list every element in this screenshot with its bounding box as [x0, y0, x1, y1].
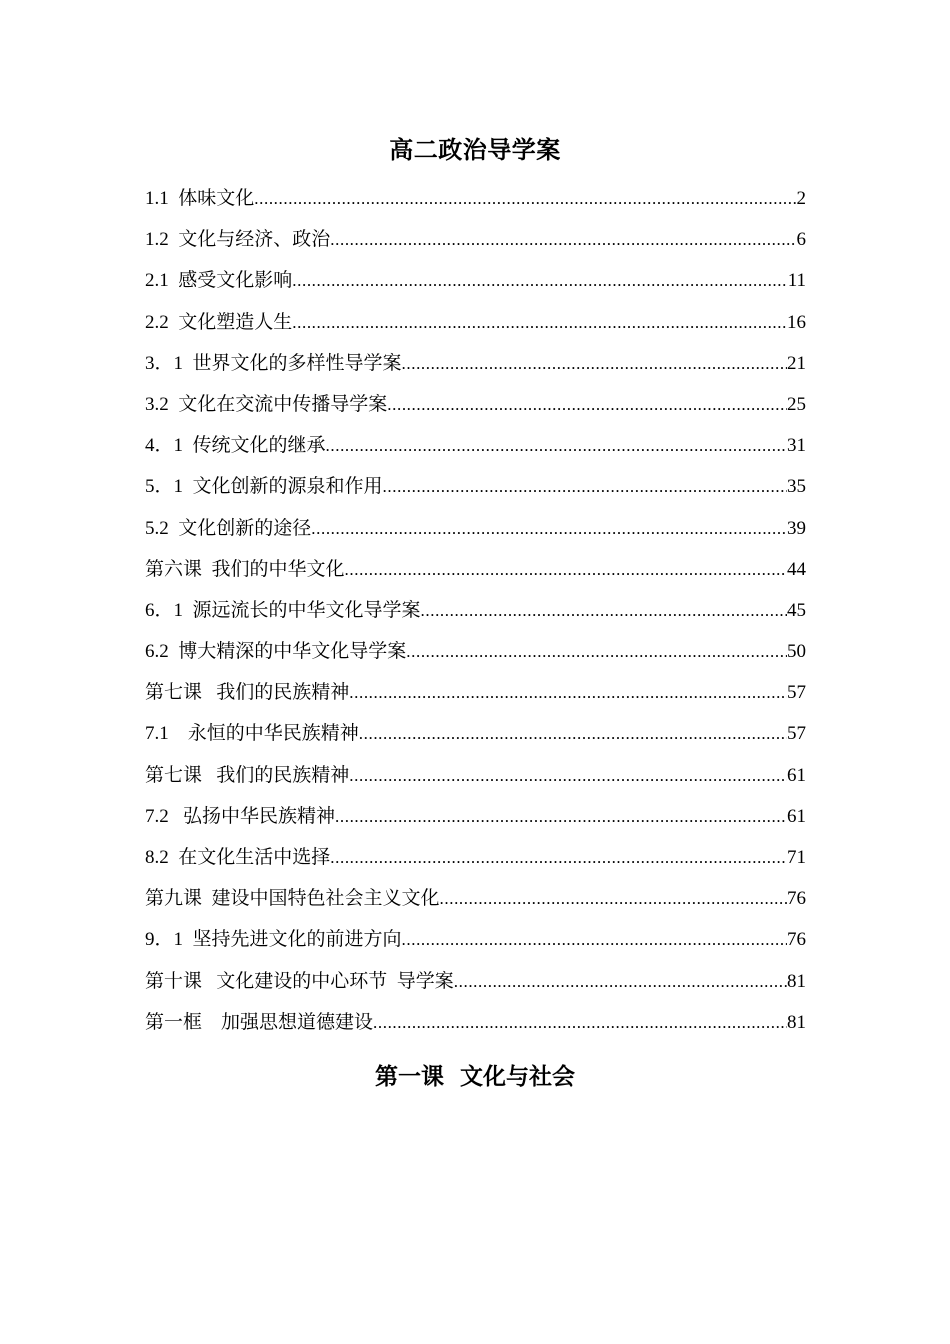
toc-entry[interactable] [145, 302, 806, 343]
toc-entry-label: 第六课 我们的中华文化 [145, 558, 345, 580]
toc-leader-dots [311, 508, 787, 549]
toc-entry[interactable] [145, 755, 806, 796]
toc-leader-dots [359, 713, 787, 754]
toc-entry-page: 35 [787, 476, 806, 498]
toc-entry-page: 2 [796, 188, 806, 209]
toc-entry-label: 8.2 在文化生活中选择 [145, 847, 331, 868]
toc-entry-label: 第九课 建设中国特色社会主义文化 [145, 888, 440, 910]
toc-entry[interactable] [145, 961, 806, 1002]
toc-leader-dots [349, 672, 787, 713]
toc-entry-page: 39 [787, 517, 806, 539]
toc-leader-dots [454, 961, 787, 1002]
toc-entry-page: 81 [787, 1011, 806, 1033]
toc-entry[interactable] [145, 1002, 806, 1043]
toc-entry[interactable] [145, 425, 806, 466]
toc-leader-dots [373, 1002, 787, 1043]
toc-entry[interactable] [145, 549, 806, 590]
toc-entry[interactable] [145, 672, 806, 713]
toc-leader-dots [402, 343, 787, 384]
toc-entry-page: 45 [787, 599, 806, 621]
toc-entry[interactable] [145, 590, 806, 631]
toc-entry-page: 50 [787, 641, 806, 663]
toc-entry-page: 31 [787, 435, 806, 457]
toc-leader-dots [330, 837, 787, 878]
toc-entry-label: 2.1 感受文化影响 [145, 270, 293, 292]
toc-entry-label: 3.2 文化在交流中传播导学案 [145, 393, 388, 415]
toc-entry-page: 57 [787, 682, 806, 704]
document-title: 高二政治导学案 [389, 136, 561, 164]
toc-entry-page: 76 [787, 888, 806, 910]
toc-entry-label: 2.2 文化塑造人生 [145, 311, 293, 333]
toc-entry-page: 25 [787, 393, 806, 415]
toc-entry-label: 5.2 文化创新的途径 [145, 517, 312, 539]
toc-leader-dots [440, 878, 787, 919]
toc-entry-page: 16 [787, 311, 806, 333]
toc-entry-label: 4．1 传统文化的继承 [145, 435, 326, 457]
toc-entry[interactable] [145, 178, 806, 219]
toc-entry-label: 第七课 我们的民族精神 [145, 682, 350, 704]
toc-leader-dots [292, 302, 787, 343]
toc-entry-page: 71 [787, 847, 806, 868]
toc-entry-label: 6．1 源远流长的中华文化导学案 [145, 599, 421, 621]
toc-entry-page: 11 [787, 270, 806, 292]
toc-entry-page: 81 [787, 970, 806, 992]
toc-leader-dots [349, 755, 787, 796]
toc-entry[interactable] [145, 878, 806, 919]
toc-entry[interactable] [145, 713, 806, 754]
toc-entry-label: 第七课 我们的民族精神 [145, 764, 350, 786]
toc-leader-dots [402, 919, 787, 960]
toc-entry-label: 1.2 文化与经济、政治 [145, 229, 331, 251]
toc-leader-dots [383, 466, 787, 507]
toc-entry[interactable] [145, 837, 806, 878]
toc-entry[interactable] [145, 219, 806, 260]
toc-entry-label: 1.1 体味文化 [145, 188, 255, 209]
toc-entry-label: 9．1 坚持先进文化的前进方向 [145, 929, 402, 951]
table-of-contents [145, 178, 806, 1043]
toc-entry-label: 第一框 加强思想道德建设 [145, 1011, 374, 1033]
toc-entry[interactable] [145, 631, 806, 672]
toc-leader-dots [335, 796, 787, 837]
toc-leader-dots [254, 178, 796, 219]
toc-leader-dots [421, 590, 787, 631]
toc-entry-label: 6.2 博大精深的中华文化导学案 [145, 641, 407, 663]
toc-entry[interactable] [145, 260, 806, 301]
toc-leader-dots [345, 549, 787, 590]
toc-entry-page: 61 [787, 805, 806, 827]
toc-leader-dots [326, 425, 787, 466]
toc-entry[interactable] [145, 508, 806, 549]
toc-entry[interactable] [145, 919, 806, 960]
toc-entry-page: 57 [787, 723, 806, 745]
toc-leader-dots [292, 260, 787, 301]
toc-entry-page: 44 [787, 558, 806, 580]
toc-entry[interactable] [145, 796, 806, 837]
toc-entry[interactable] [145, 343, 806, 384]
toc-entry-page: 6 [796, 229, 806, 251]
toc-entry-page: 76 [787, 929, 806, 951]
toc-entry-label: 5．1 文化创新的源泉和作用 [145, 476, 383, 498]
toc-entry[interactable] [145, 384, 806, 425]
toc-entry[interactable] [145, 466, 806, 507]
toc-entry-page: 21 [787, 352, 806, 374]
toc-entry-label: 7.2 弘扬中华民族精神 [145, 805, 336, 827]
toc-entry-label: 第十课 文化建设的中心环节 导学案 [145, 970, 454, 992]
section-heading: 第一课 文化与社会 [374, 1064, 575, 1090]
toc-entry-page: 61 [787, 764, 806, 786]
toc-entry-label: 7.1 永恒的中华民族精神 [145, 723, 359, 745]
toc-entry-label: 3．1 世界文化的多样性导学案 [145, 352, 402, 374]
toc-leader-dots [406, 631, 787, 672]
toc-leader-dots [330, 219, 796, 260]
toc-leader-dots [387, 384, 787, 425]
